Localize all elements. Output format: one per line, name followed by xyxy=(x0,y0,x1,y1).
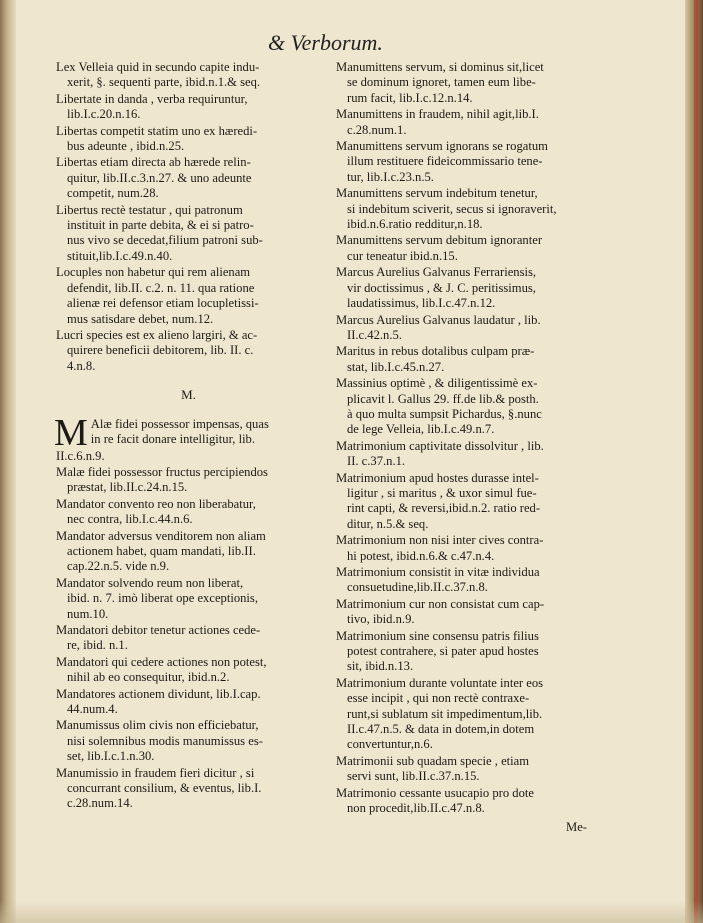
entry-line: convertuntur,n.6. xyxy=(347,737,433,752)
entry-line: defendit, lib.II. c.2. n. 11. qua ratione xyxy=(67,280,255,295)
entry-line: instituit in parte debita, & ei si patro- xyxy=(67,218,254,233)
entry-line: Matrimonium captivitate dissolvitur , lib. xyxy=(336,438,544,453)
right-entries-m xyxy=(336,60,606,817)
index-entry xyxy=(56,718,321,764)
left-entries-l xyxy=(56,60,321,374)
index-entry xyxy=(56,465,321,496)
index-entry xyxy=(336,186,606,232)
entry-line: re, ibid. n.1. xyxy=(67,638,128,653)
entry-line: stituit,lib.I.c.49.n.40. xyxy=(67,248,173,263)
index-entry xyxy=(56,529,321,575)
index-entry xyxy=(56,124,321,155)
entry-line: c.28.num.14. xyxy=(67,796,133,811)
entry-line: mus satisdare debet, num.12. xyxy=(67,311,214,326)
entry-line: ditur, n.5.& seq. xyxy=(347,516,429,531)
entry-line: quitur, lib.II.c.3.n.27. & uno adeunte xyxy=(67,170,252,185)
entry-line: Manumittens servum debitum ignoranter xyxy=(336,233,543,248)
entry-line: ibid.n.6.ratio redditur,n.18. xyxy=(347,217,483,232)
entry-line: cap.22.n.5. vide n.9. xyxy=(67,559,170,574)
entry-line: Libertas etiam directa ab hærede relin- xyxy=(56,155,251,170)
entry-line: Manumittens servum indebitum tenetur, xyxy=(336,186,538,201)
entry-line: Marcus Aurelius Galvanus Ferrariensis, xyxy=(336,265,537,280)
entry-line: Manumittens servum, si dominus sit,licet xyxy=(336,60,544,74)
entry-line: ibid. n. 7. imò liberat ope exceptionis, xyxy=(67,591,258,606)
entry-line: Mandator solvendo reum non liberat, xyxy=(56,575,244,590)
entry-line: actionem habet, quam mandati, lib.II. xyxy=(67,543,256,558)
index-entry xyxy=(56,576,321,622)
entry-line: set, lib.I.c.1.n.30. xyxy=(67,749,155,764)
entry-line: præstat, lib.II.c.24.n.15. xyxy=(67,480,188,495)
index-entry xyxy=(336,233,606,264)
entry-line: Mandatori qui cedere actiones non potest, xyxy=(56,654,267,669)
dropcap-entry xyxy=(54,411,321,464)
entry-line: runt,si sublatum sit impedimentum,lib. xyxy=(347,706,543,721)
index-entry xyxy=(336,376,606,438)
entry-line: potest contrahere, si pater apud hostes xyxy=(347,644,539,659)
entry-line: tur, lib.I.c.23.n.5. xyxy=(347,169,434,184)
entry-line: Alæ fidei possessor impensas, quas xyxy=(90,416,269,431)
index-entry xyxy=(56,155,321,201)
entry-line: c.28.num.1. xyxy=(347,122,407,137)
left-entries-m xyxy=(56,465,321,812)
red-page-edge xyxy=(694,0,698,923)
entry-line: II. c.37.n.1. xyxy=(347,454,406,469)
entry-line: nihil ab eo consequitur, ibid.n.2. xyxy=(67,670,230,685)
entry-line: esse incipit , qui non rectè contraxe- xyxy=(347,691,530,706)
entry-line: II.c.6.n.9. xyxy=(56,448,105,463)
index-entry xyxy=(56,497,321,528)
index-entry xyxy=(336,107,606,138)
entry-line: Malæ fidei possessor fructus percipiendos xyxy=(56,464,268,479)
entry-line: Matrimonium sine consensu patris filius xyxy=(336,628,539,643)
entry-line: à quo multa sumpsit Pichardus, §.nunc xyxy=(347,406,542,421)
entry-line: nus vivo se decedat,filium patroni sub- xyxy=(67,233,263,248)
entry-line: concurrant consilium, & eventus, lib.I. xyxy=(67,781,262,796)
entry-line: servi sunt, lib.II.c.37.n.15. xyxy=(347,769,480,784)
index-column-left xyxy=(56,60,321,813)
entry-line: illum restituere fideicommissario tene- xyxy=(347,154,543,169)
entry-line: rint capti, & reversi,ibid.n.2. ratio red- xyxy=(347,501,541,516)
running-header: & Verborum. xyxy=(268,30,383,55)
entry-line: Mandatores actionem dividunt, lib.I.cap. xyxy=(56,686,261,701)
entry-line: plicavit l. Gallus 29. ff.de lib.& posth. xyxy=(347,391,539,406)
page-gutter-shadow xyxy=(0,0,16,923)
entry-line: Manumissio in fraudem fieri dicitur , si xyxy=(56,765,255,780)
entry-line: Matrimonii sub quadam specie , etiam xyxy=(336,753,530,768)
entry-line: non procedit,lib.II.c.47.n.8. xyxy=(347,801,485,816)
entry-line: sit, ibid.n.13. xyxy=(347,659,414,674)
index-entry xyxy=(336,139,606,185)
entry-line: num.10. xyxy=(67,606,109,621)
entry-line: Mandatori debitor tenetur actiones cede- xyxy=(56,623,261,637)
entry-line: Matrimonium consistit in vitæ individua xyxy=(336,565,540,579)
entry-line: Matrimonium cur non consistat cum cap- xyxy=(336,596,545,611)
entry-line: Lex Velleia quid in secundo capite indu- xyxy=(56,60,260,74)
entry-line: tivo, ibid.n.9. xyxy=(347,612,415,627)
entry-line: bus adeunte , ibid.n.25. xyxy=(67,139,185,154)
index-entry xyxy=(336,60,606,106)
entry-line: rum facit, lib.I.c.12.n.14. xyxy=(347,90,473,105)
entry-line: Libertus rectè testatur , qui patronum xyxy=(56,202,243,217)
entry-line: competit, num.28. xyxy=(67,186,159,201)
entry-line: Matrimonio cessante usucapio pro dote xyxy=(336,785,534,800)
section-letter-heading: M. xyxy=(181,387,196,403)
entry-line: Lucri species est ex alieno largiri, & ac- xyxy=(56,327,258,342)
index-entry xyxy=(336,471,606,533)
entry-line: laudatissimus, lib.I.c.47.n.12. xyxy=(347,296,496,311)
entry-line: Maritus in rebus dotalibus culpam præ- xyxy=(336,344,535,359)
entry-line: hi potest, ibid.n.6.& c.47.n.4. xyxy=(347,548,495,563)
entry-line: nec contra, lib.I.c.44.n.6. xyxy=(67,512,193,527)
entry-line: II.c.47.n.5. & data in dotem,in dotem xyxy=(347,722,535,737)
entry-line: Matrimonium durante voluntate inter eos xyxy=(336,675,544,690)
index-entry xyxy=(56,265,321,327)
entry-line: quirere beneficii debitorem, lib. II. c. xyxy=(67,343,254,358)
index-entry xyxy=(56,655,321,686)
drop-capital: M xyxy=(54,411,88,454)
index-entry xyxy=(336,597,606,628)
entry-line: se dominum ignoret, tamen eum libe- xyxy=(347,75,536,90)
entry-line: vir doctissimus , & J. C. peritissimus, xyxy=(347,280,536,295)
entry-line: Libertate in danda , verba requiruntur, xyxy=(56,91,248,106)
index-entry xyxy=(336,439,606,470)
entry-line: de lege Velleia, lib.I.c.49.n.7. xyxy=(347,422,495,437)
index-entry xyxy=(56,92,321,123)
index-entry xyxy=(56,203,321,265)
index-entry xyxy=(56,766,321,812)
entry-line: stat, lib.I.c.45.n.27. xyxy=(347,359,445,374)
entry-line: Mandator convento reo non liberabatur, xyxy=(56,496,256,511)
entry-line: alienæ rei defensor etiam locupletissi- xyxy=(67,296,259,311)
index-entry xyxy=(336,786,606,817)
index-entry xyxy=(56,60,321,91)
entry-line: si indebitum sciverit, secus si ignoraverit, xyxy=(347,201,557,216)
entry-line: ligitur , si maritus , & uxor simul fue- xyxy=(347,485,537,500)
entry-line: cur teneatur ibid.n.15. xyxy=(347,248,458,263)
index-entry xyxy=(336,344,606,375)
entry-line: lib.I.c.20.n.16. xyxy=(67,107,141,122)
index-entry xyxy=(336,565,606,596)
index-entry xyxy=(336,629,606,675)
entry-line: xerit, §. sequenti parte, ibid.n.1.& seq. xyxy=(67,75,261,90)
index-entry xyxy=(56,623,321,654)
entry-line: Manumittens servum ignorans se rogatum xyxy=(336,139,548,154)
index-entry xyxy=(336,265,606,311)
index-entry xyxy=(336,533,606,564)
entry-line: nisi solemnibus modis manumissus es- xyxy=(67,733,263,748)
index-entry xyxy=(336,754,606,785)
entry-line: Manumittens in fraudem, nihil agit,lib.I. xyxy=(336,107,539,122)
entry-line: Manumissus olim civis non efficiebatur, xyxy=(56,718,259,733)
index-column-right xyxy=(336,60,606,818)
entry-line: Massinius optimè , & diligentissimè ex- xyxy=(336,376,538,391)
entry-line: consuetudine,lib.II.c.37.n.8. xyxy=(347,580,488,595)
entry-line: Matrimonium apud hostes durasse intel- xyxy=(336,470,539,485)
entry-line: in re facit donare intelligitur, lib. xyxy=(90,431,256,446)
entry-line: 4.n.8. xyxy=(67,358,96,373)
entry-line: Mandator adversus venditorem non aliam xyxy=(56,528,266,543)
entry-line: Matrimonium non nisi inter cives contra- xyxy=(336,533,544,548)
index-entry xyxy=(336,676,606,753)
index-entry xyxy=(56,687,321,718)
entry-line: Locuples non habetur qui rem alienam xyxy=(56,265,251,280)
entry-line: Marcus Aurelius Galvanus laudatur , lib. xyxy=(336,312,541,327)
index-entry xyxy=(336,313,606,344)
page-foot-shade xyxy=(0,901,703,923)
entry-line: Libertas competit statim uno ex hæredi- xyxy=(56,123,258,138)
entry-line: 44.num.4. xyxy=(67,702,118,717)
catchword: Me- xyxy=(566,820,587,834)
entry-line: II.c.42.n.5. xyxy=(347,327,402,342)
index-entry xyxy=(56,328,321,374)
